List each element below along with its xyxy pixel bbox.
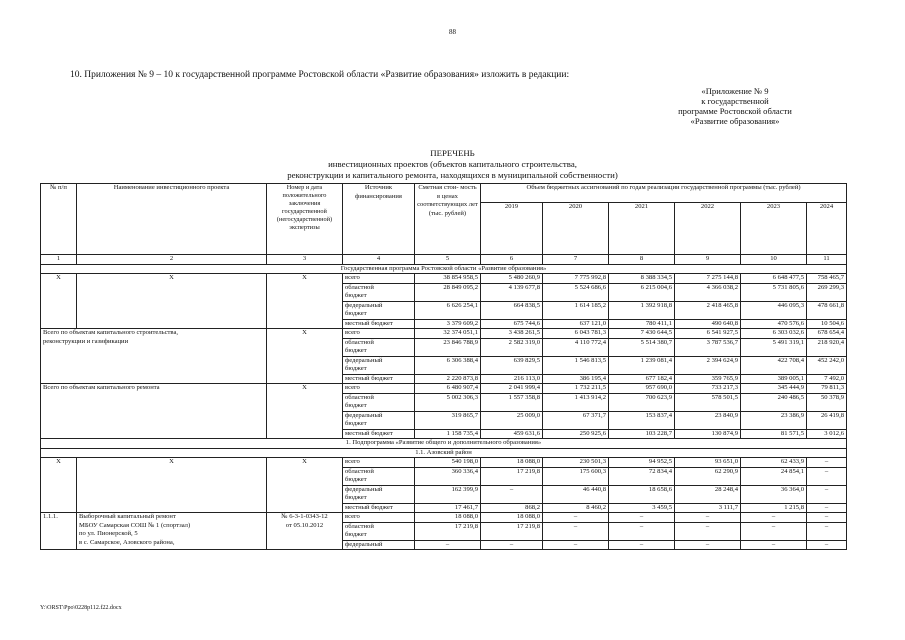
value-cell: 5 491 319,1: [741, 338, 807, 356]
value-cell: –: [741, 513, 807, 523]
value-cell: 459 631,6: [481, 429, 543, 439]
value-cell: 6 626 254,1: [415, 301, 481, 319]
value-cell: 7 492,0: [807, 374, 847, 384]
value-cell: –: [481, 485, 543, 503]
value-cell: 17 219,8: [481, 467, 543, 485]
source-line: бюджет: [345, 494, 367, 501]
value-cell: –: [741, 522, 807, 540]
expertise-ref: [267, 513, 343, 550]
source-line: областной: [345, 283, 374, 291]
expertise-ref: Х: [267, 384, 343, 439]
source-line: бюджет: [345, 476, 367, 483]
column-number: 3: [267, 255, 343, 265]
value-cell: –: [675, 522, 741, 540]
value-cell: 540 198,0: [415, 458, 481, 468]
value-cell: 23 386,9: [741, 411, 807, 429]
section-title: Государственная программа Ростовской области «Развитие образования»: [41, 264, 847, 274]
project-name: Всего по объектам капитального ремонта: [41, 384, 267, 439]
value-cell: 18 088,0: [481, 513, 543, 523]
source-line: бюджет: [345, 402, 367, 409]
value-cell: 868,2: [481, 503, 543, 513]
project-name: Х: [77, 458, 267, 513]
value-cell: 8 388 334,5: [609, 274, 675, 284]
value-cell: 5 514 380,7: [609, 338, 675, 356]
investment-projects-table: [40, 183, 847, 550]
value-cell: 269 299,3: [807, 283, 847, 301]
value-cell: 6 043 781,3: [543, 329, 609, 339]
value-cell: 218 920,4: [807, 338, 847, 356]
value-cell: 240 486,5: [741, 393, 807, 411]
intro-text: 10. Приложения № 9 – 10 к государственной программе Ростовской области «Развитие образования» изложить в редакции:: [70, 70, 570, 80]
section-title: 1. Подпрограмма «Развитие общего и дополнительного образования»: [41, 439, 847, 449]
col-header-estimated-cost: Сметная стои- мость в ценах соответствующих лет (тыс. рублей): [415, 184, 481, 255]
value-cell: 1 158 735,4: [415, 429, 481, 439]
value-cell: 6 541 927,5: [675, 329, 741, 339]
table-row: [41, 384, 847, 394]
value-cell: 3 787 536,7: [675, 338, 741, 356]
year-header: 2021: [609, 203, 675, 255]
source-label: [343, 301, 415, 319]
value-cell: 1 557 358,8: [481, 393, 543, 411]
value-cell: 1 732 211,5: [543, 384, 609, 394]
value-cell: 957 690,0: [609, 384, 675, 394]
year-header: 2024: [807, 203, 847, 255]
value-cell: 2 394 624,9: [675, 356, 741, 374]
col-header-number: № п/п: [41, 184, 77, 255]
project-name-line: реконструкции и газификации: [43, 337, 129, 345]
value-cell: 5 524 686,6: [543, 283, 609, 301]
source-line: федеральный: [345, 301, 383, 309]
source-line: бюджет: [345, 365, 367, 372]
value-cell: 3 111,7: [675, 503, 741, 513]
source-label: местный бюджет: [343, 503, 415, 513]
value-cell: 4 366 038,2: [675, 283, 741, 301]
value-cell: 103 228,7: [609, 429, 675, 439]
value-cell: –: [675, 513, 741, 523]
column-number: 9: [675, 255, 741, 265]
value-cell: –: [807, 485, 847, 503]
source-line: областной: [345, 467, 374, 475]
value-cell: 94 952,5: [609, 458, 675, 468]
year-header: 2023: [741, 203, 807, 255]
project-name-line: Выборочный капитальный ремонт: [79, 513, 176, 520]
source-label: [343, 393, 415, 411]
value-cell: 2 041 999,4: [481, 384, 543, 394]
value-cell: 319 865,7: [415, 411, 481, 429]
value-cell: 72 834,4: [609, 467, 675, 485]
table-row: [41, 329, 847, 339]
section-title: 1.1. Азовский район: [41, 448, 847, 458]
value-cell: –: [741, 540, 807, 550]
value-cell: 38 854 958,5: [415, 274, 481, 284]
expertise-ref: Х: [267, 458, 343, 513]
project-name: Х: [77, 274, 267, 329]
value-cell: –: [543, 513, 609, 523]
value-cell: 490 640,8: [675, 319, 741, 329]
value-cell: 359 765,9: [675, 374, 741, 384]
value-cell: 175 600,3: [543, 467, 609, 485]
source-label: всего: [343, 274, 415, 284]
value-cell: 360 336,4: [415, 467, 481, 485]
document-title: [0, 148, 905, 181]
value-cell: –: [807, 513, 847, 523]
value-cell: –: [609, 540, 675, 550]
value-cell: 422 708,4: [741, 356, 807, 374]
value-cell: 32 374 051,1: [415, 329, 481, 339]
source-line: бюджет: [345, 310, 367, 317]
row-number: Х: [41, 458, 77, 513]
section-row: [41, 264, 847, 274]
value-cell: 6 480 907,4: [415, 384, 481, 394]
value-cell: 18 658,6: [609, 485, 675, 503]
value-cell: 230 501,3: [543, 458, 609, 468]
value-cell: 2 582 319,0: [481, 338, 543, 356]
appendix-line: к государственной: [701, 96, 769, 106]
section-row: [41, 439, 847, 449]
source-line: областной: [345, 338, 374, 346]
column-number: 10: [741, 255, 807, 265]
column-number: 8: [609, 255, 675, 265]
source-line: федеральный: [345, 485, 383, 493]
value-cell: 50 378,9: [807, 393, 847, 411]
value-cell: 637 121,0: [543, 319, 609, 329]
col-header-project-name: Наименование инвестиционного проекта: [77, 184, 267, 255]
column-number: 1: [41, 255, 77, 265]
value-cell: 36 364,0: [741, 485, 807, 503]
value-cell: 6 648 477,5: [741, 274, 807, 284]
year-header: 2020: [543, 203, 609, 255]
value-cell: –: [543, 540, 609, 550]
value-cell: 62 433,9: [741, 458, 807, 468]
value-cell: 23 840,9: [675, 411, 741, 429]
col-header-budget: Объем бюджетных ассигнований по годам реализации государственной программы (тыс. рублей): [481, 184, 847, 203]
title-line: инвестиционных проектов (объектов капитального строительства,: [328, 159, 577, 169]
value-cell: –: [543, 522, 609, 540]
source-label: всего: [343, 513, 415, 523]
source-label: федеральный: [343, 540, 415, 550]
value-cell: 639 829,5: [481, 356, 543, 374]
value-cell: 23 846 788,9: [415, 338, 481, 356]
column-number: 2: [77, 255, 267, 265]
appendix-line: программе Ростовской области: [678, 106, 792, 116]
value-cell: 67 371,7: [543, 411, 609, 429]
project-name-line: по ул. Пионерской, 5: [79, 530, 138, 537]
value-cell: 7 430 644,5: [609, 329, 675, 339]
row-number: Х: [41, 274, 77, 329]
value-cell: 733 217,3: [675, 384, 741, 394]
appendix-line: «Приложение № 9: [701, 86, 769, 96]
value-cell: 578 501,5: [675, 393, 741, 411]
value-cell: 3 379 609,2: [415, 319, 481, 329]
value-cell: 17 219,8: [481, 522, 543, 540]
value-cell: –: [807, 540, 847, 550]
page-number: 88: [449, 28, 456, 36]
source-line: бюджет: [345, 420, 367, 427]
value-cell: 81 571,5: [741, 429, 807, 439]
source-line: федеральный: [345, 356, 383, 364]
value-cell: 6 306 388,4: [415, 356, 481, 374]
value-cell: 17 461,7: [415, 503, 481, 513]
title-line: реконструкции и капитального ремонта, находящихся в муниципальной собственности): [287, 170, 618, 180]
column-number: 7: [543, 255, 609, 265]
value-cell: 446 095,3: [741, 301, 807, 319]
expertise-ref: Х: [267, 329, 343, 384]
value-cell: –: [807, 458, 847, 468]
source-label: [343, 485, 415, 503]
file-path-footer: Y:\ORST\Ppo\0228p112.f22.docx: [40, 605, 122, 611]
value-cell: 28 849 095,2: [415, 283, 481, 301]
section-row: [41, 448, 847, 458]
value-cell: 3 438 261,5: [481, 329, 543, 339]
source-label: [343, 338, 415, 356]
value-cell: 25 009,0: [481, 411, 543, 429]
value-cell: 1 239 081,4: [609, 356, 675, 374]
project-name: [77, 513, 267, 550]
value-cell: 2 220 873,8: [415, 374, 481, 384]
source-label: местный бюджет: [343, 429, 415, 439]
value-cell: 758 465,7: [807, 274, 847, 284]
value-cell: 3 459,5: [609, 503, 675, 513]
value-cell: 216 113,0: [481, 374, 543, 384]
value-cell: 345 444,9: [741, 384, 807, 394]
source-line: федеральный: [345, 411, 383, 419]
project-name-line: МБОУ Самарская СОШ № 1 (спортзал): [79, 521, 191, 529]
source-label: [343, 522, 415, 540]
source-label: [343, 356, 415, 374]
value-cell: 664 838,5: [481, 301, 543, 319]
source-line: областной: [345, 522, 374, 530]
value-cell: 7 275 144,8: [675, 274, 741, 284]
value-cell: 18 088,0: [415, 513, 481, 523]
col-header-source: Источник финансирования: [343, 184, 415, 255]
source-label: местный бюджет: [343, 319, 415, 329]
year-header: 2022: [675, 203, 741, 255]
value-cell: 470 576,6: [741, 319, 807, 329]
expertise-line: № 6-3-1-0343-12: [281, 513, 328, 520]
table-row: [41, 458, 847, 468]
project-name: [41, 329, 267, 384]
value-cell: –: [807, 503, 847, 513]
source-label: всего: [343, 458, 415, 468]
value-cell: –: [415, 540, 481, 550]
value-cell: 678 654,4: [807, 329, 847, 339]
value-cell: 3 012,6: [807, 429, 847, 439]
header-row: [41, 184, 847, 203]
column-number-row: [41, 255, 847, 265]
value-cell: 1 546 813,5: [543, 356, 609, 374]
title-line: ПЕРЕЧЕНЬ: [430, 148, 475, 158]
value-cell: 26 419,8: [807, 411, 847, 429]
value-cell: –: [807, 467, 847, 485]
value-cell: 2 418 465,8: [675, 301, 741, 319]
source-label: местный бюджет: [343, 374, 415, 384]
value-cell: 675 744,6: [481, 319, 543, 329]
source-line: бюджет: [345, 347, 367, 354]
source-label: [343, 411, 415, 429]
value-cell: 10 504,6: [807, 319, 847, 329]
value-cell: 153 837,4: [609, 411, 675, 429]
col-header-expertise: Номер и дата положительного заключения государственной (негосударственной) экспертизы: [267, 184, 343, 255]
value-cell: 780 411,1: [609, 319, 675, 329]
value-cell: 79 811,3: [807, 384, 847, 394]
value-cell: 46 440,8: [543, 485, 609, 503]
value-cell: 4 139 677,8: [481, 283, 543, 301]
table-row: [41, 274, 847, 284]
year-header: 2019: [481, 203, 543, 255]
value-cell: 1 215,8: [741, 503, 807, 513]
expertise-line: от 05.10.2012: [285, 521, 324, 529]
appendix-note: [635, 86, 835, 126]
value-cell: 4 110 772,4: [543, 338, 609, 356]
value-cell: 162 399,9: [415, 485, 481, 503]
value-cell: 6 215 004,6: [609, 283, 675, 301]
value-cell: 18 088,0: [481, 458, 543, 468]
value-cell: –: [609, 513, 675, 523]
value-cell: 1 413 914,2: [543, 393, 609, 411]
value-cell: –: [675, 540, 741, 550]
value-cell: 1 614 185,2: [543, 301, 609, 319]
value-cell: 6 303 032,6: [741, 329, 807, 339]
source-label: всего: [343, 329, 415, 339]
value-cell: 62 290,9: [675, 467, 741, 485]
source-label: [343, 467, 415, 485]
project-name-line: Всего по объектам капитального строительства,: [43, 329, 179, 336]
project-name-line: в с. Самарское, Азовского района,: [79, 538, 175, 546]
value-cell: 93 651,0: [675, 458, 741, 468]
source-line: областной: [345, 393, 374, 401]
source-label: [343, 283, 415, 301]
source-line: бюджет: [345, 531, 367, 538]
value-cell: –: [807, 522, 847, 540]
expertise-ref: Х: [267, 274, 343, 329]
value-cell: 130 874,9: [675, 429, 741, 439]
table-row: [41, 513, 847, 523]
source-label: всего: [343, 384, 415, 394]
source-line: бюджет: [345, 292, 367, 299]
column-number: 5: [415, 255, 481, 265]
column-number: 6: [481, 255, 543, 265]
value-cell: 5 731 805,6: [741, 283, 807, 301]
appendix-line: «Развитие образования»: [690, 116, 780, 126]
value-cell: 700 623,9: [609, 393, 675, 411]
value-cell: 452 242,0: [807, 356, 847, 374]
value-cell: –: [609, 522, 675, 540]
value-cell: 8 460,2: [543, 503, 609, 513]
value-cell: 5 002 306,3: [415, 393, 481, 411]
value-cell: 28 248,4: [675, 485, 741, 503]
column-number: 4: [343, 255, 415, 265]
value-cell: 677 182,4: [609, 374, 675, 384]
value-cell: 7 775 992,8: [543, 274, 609, 284]
value-cell: 17 219,8: [415, 522, 481, 540]
row-number: 1.1.1.: [41, 513, 77, 550]
value-cell: 5 480 260,9: [481, 274, 543, 284]
value-cell: 478 661,8: [807, 301, 847, 319]
column-number: 11: [807, 255, 847, 265]
value-cell: 1 392 918,8: [609, 301, 675, 319]
value-cell: 386 195,4: [543, 374, 609, 384]
value-cell: 24 854,1: [741, 467, 807, 485]
value-cell: 389 005,1: [741, 374, 807, 384]
value-cell: 250 925,6: [543, 429, 609, 439]
value-cell: –: [481, 540, 543, 550]
